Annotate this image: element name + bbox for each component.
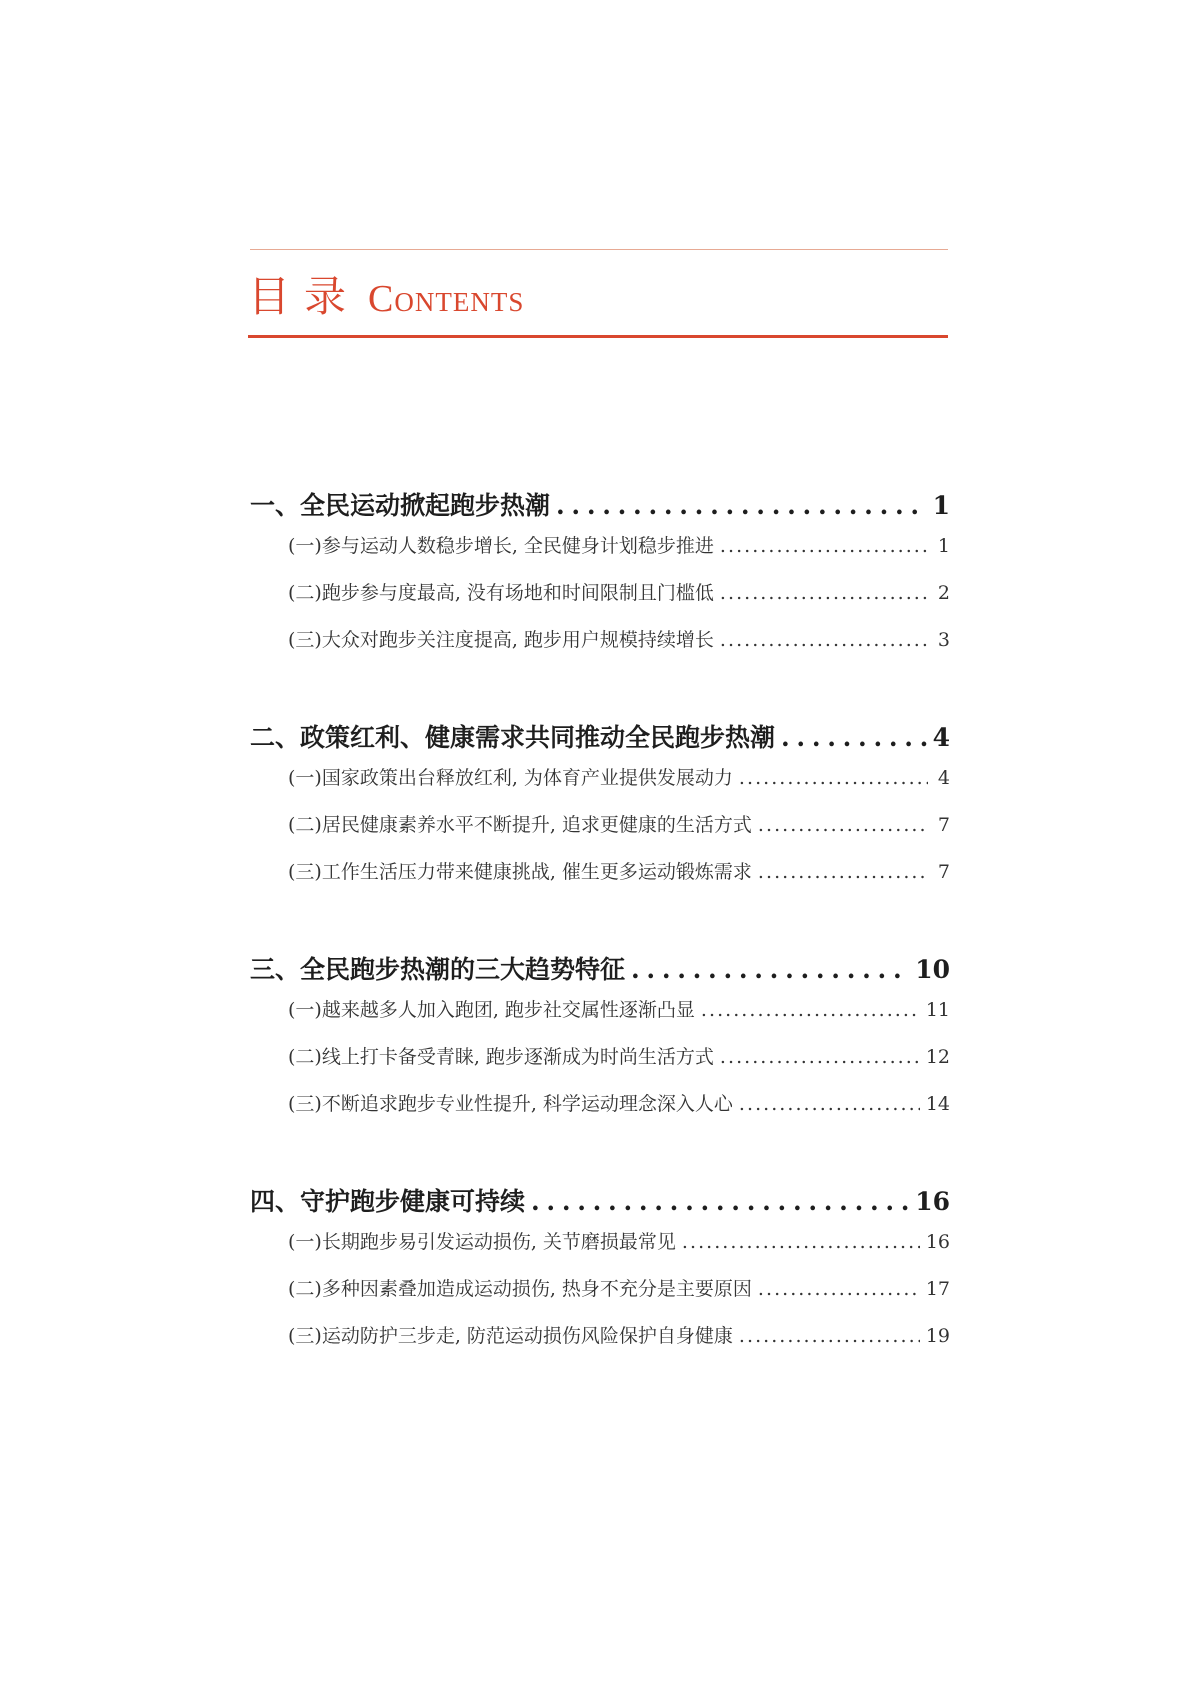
toc-subentry[interactable] (250, 1227, 950, 1274)
dot-leader (758, 814, 928, 836)
toc-subentry-page: 4 (937, 767, 950, 789)
toc-subentry[interactable] (250, 763, 950, 810)
page-title (248, 264, 524, 324)
toc-subentry-page: 16 (925, 1231, 950, 1253)
toc-subentry-page: 14 (925, 1093, 950, 1115)
toc-subentry-title: (一)参与运动人数稳步增长, 全民健身计划稳步推进 (288, 535, 714, 557)
dot-leader (720, 1046, 920, 1068)
toc-subentry-title: (三)运动防护三步走, 防范运动损伤风险保护自身健康 (288, 1325, 733, 1347)
toc-subentry-title: (二)线上打卡备受青睐, 跑步逐渐成为时尚生活方式 (288, 1046, 714, 1068)
toc-entry-page: 4 (932, 723, 950, 752)
toc-subentry[interactable] (250, 1321, 950, 1368)
toc-subentry-page: 2 (937, 582, 950, 604)
toc-entry-title: 二、政策红利、健康需求共同推动全民跑步热潮 (250, 723, 776, 752)
toc-subentry-title: (一)越来越多人加入跑团, 跑步社交属性逐渐凸显 (288, 999, 695, 1021)
toc-entry-title: 一、全民运动掀起跑步热潮 (250, 491, 551, 520)
toc-entry-title: 四、守护跑步健康可持续 (250, 1187, 526, 1216)
dot-leader (631, 955, 909, 984)
toc-subentry-title: (二)居民健康素养水平不断提升, 追求更健康的生活方式 (288, 814, 752, 836)
title-en: Contents (368, 278, 525, 320)
toc-subentry[interactable] (250, 578, 950, 625)
toc-subentry-page: 3 (937, 629, 950, 651)
toc-subentry-page: 17 (925, 1278, 950, 1300)
toc-subentry-title: (一)长期跑步易引发运动损伤, 关节磨损最常见 (288, 1231, 676, 1253)
toc-subentry[interactable] (250, 1042, 950, 1089)
toc-subentry-title: (三)大众对跑步关注度提高, 跑步用户规模持续增长 (288, 629, 714, 651)
toc-subentry[interactable] (250, 857, 950, 904)
toc-subentry[interactable] (250, 995, 950, 1042)
toc-section-3 (250, 950, 950, 1136)
toc-subentry-title: (二)多种因素叠加造成运动损伤, 热身不充分是主要原因 (288, 1278, 752, 1300)
dot-leader (720, 582, 928, 604)
toc-subentry[interactable] (250, 625, 950, 672)
top-divider (250, 249, 948, 250)
toc-entry[interactable] (250, 950, 950, 995)
toc-subentry[interactable] (250, 1089, 950, 1136)
dot-leader (682, 1231, 920, 1253)
dot-leader (720, 629, 928, 651)
dot-leader (739, 767, 928, 789)
dot-leader (556, 491, 927, 520)
toc-entry-page: 1 (932, 491, 950, 520)
toc-entry-title: 三、全民跑步热潮的三大趋势特征 (250, 955, 626, 984)
toc-subentry-page: 19 (925, 1325, 950, 1347)
dot-leader (739, 1325, 920, 1347)
dot-leader (701, 999, 920, 1021)
toc-subentry-page: 1 (937, 535, 950, 557)
toc-subentry-title: (二)跑步参与度最高, 没有场地和时间限制且门槛低 (288, 582, 714, 604)
dot-leader (739, 1093, 920, 1115)
dot-leader (531, 1187, 909, 1216)
dot-leader (781, 723, 927, 752)
toc-section-4 (250, 1182, 950, 1368)
toc-subentry-title: (三)工作生活压力带来健康挑战, 催生更多运动锻炼需求 (288, 861, 752, 883)
toc-subentry-page: 7 (937, 861, 950, 883)
dot-leader (758, 861, 928, 883)
toc-entry-page: 16 (915, 1187, 950, 1216)
dot-leader (720, 535, 928, 557)
toc-entry[interactable] (250, 486, 950, 531)
toc-section-2 (250, 718, 950, 904)
toc-subentry[interactable] (250, 531, 950, 578)
title-cn: 目录 (248, 272, 361, 321)
toc-entry-page: 10 (915, 955, 950, 984)
toc-subentry-title: (三)不断追求跑步专业性提升, 科学运动理念深入人心 (288, 1093, 733, 1115)
toc-subentry[interactable] (250, 810, 950, 857)
toc-subentry[interactable] (250, 1274, 950, 1321)
toc-subentry-page: 12 (925, 1046, 950, 1068)
toc-section-1 (250, 486, 950, 672)
toc-subentry-page: 7 (937, 814, 950, 836)
toc-subentry-title: (一)国家政策出台释放红利, 为体育产业提供发展动力 (288, 767, 733, 789)
toc-entry[interactable] (250, 1182, 950, 1227)
dot-leader (758, 1278, 920, 1300)
toc-entry[interactable] (250, 718, 950, 763)
title-underline (248, 335, 948, 338)
table-of-contents (250, 486, 950, 1414)
toc-subentry-page: 11 (925, 999, 950, 1021)
